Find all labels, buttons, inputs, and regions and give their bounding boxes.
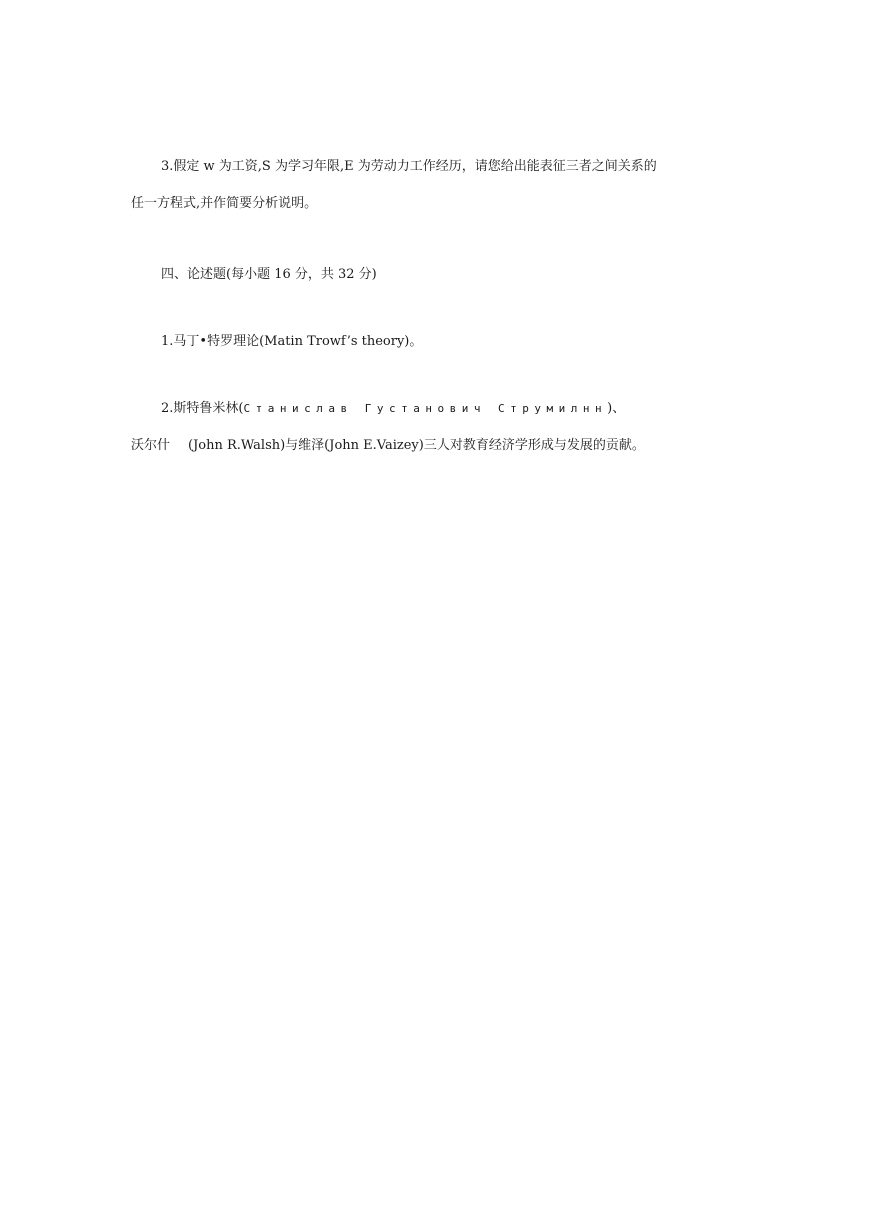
- essay-question-2-line-2: [131, 427, 743, 464]
- question-3: [131, 148, 743, 222]
- essay-question-2-line-2-rest: (John R.Walsh)与维泽(John E.Vaizey)三人对教育经济学形成与发展的贡献。: [188, 438, 645, 453]
- question-3-line-1: 3.假定 w 为工资,S 为学习年限,E 为劳动力工作经历，请您给出能表征三者之间关系的: [161, 159, 657, 174]
- cyrillic-name: Станислав Густанович Струмилнн: [243, 402, 608, 415]
- section-4-heading: [131, 256, 743, 293]
- question-3-line-2: 任一方程式,并作简要分析说明。: [131, 196, 318, 211]
- essay-question-2-line-1: [131, 390, 743, 427]
- essay-question-2-prefix: 2.斯特鲁米林(: [161, 401, 244, 416]
- essay-question-2-suffix: )、: [607, 401, 626, 416]
- essay-question-2: [131, 390, 743, 464]
- walsh-chinese-name: 沃尔什: [131, 438, 171, 453]
- essay-question-1: [131, 323, 743, 360]
- section-4-heading-text: 四、论述题(每小题 16 分，共 32 分): [161, 267, 377, 282]
- essay-question-1-text: 1.马丁•特罗理论(Matin Trowf’s theory)。: [161, 334, 423, 349]
